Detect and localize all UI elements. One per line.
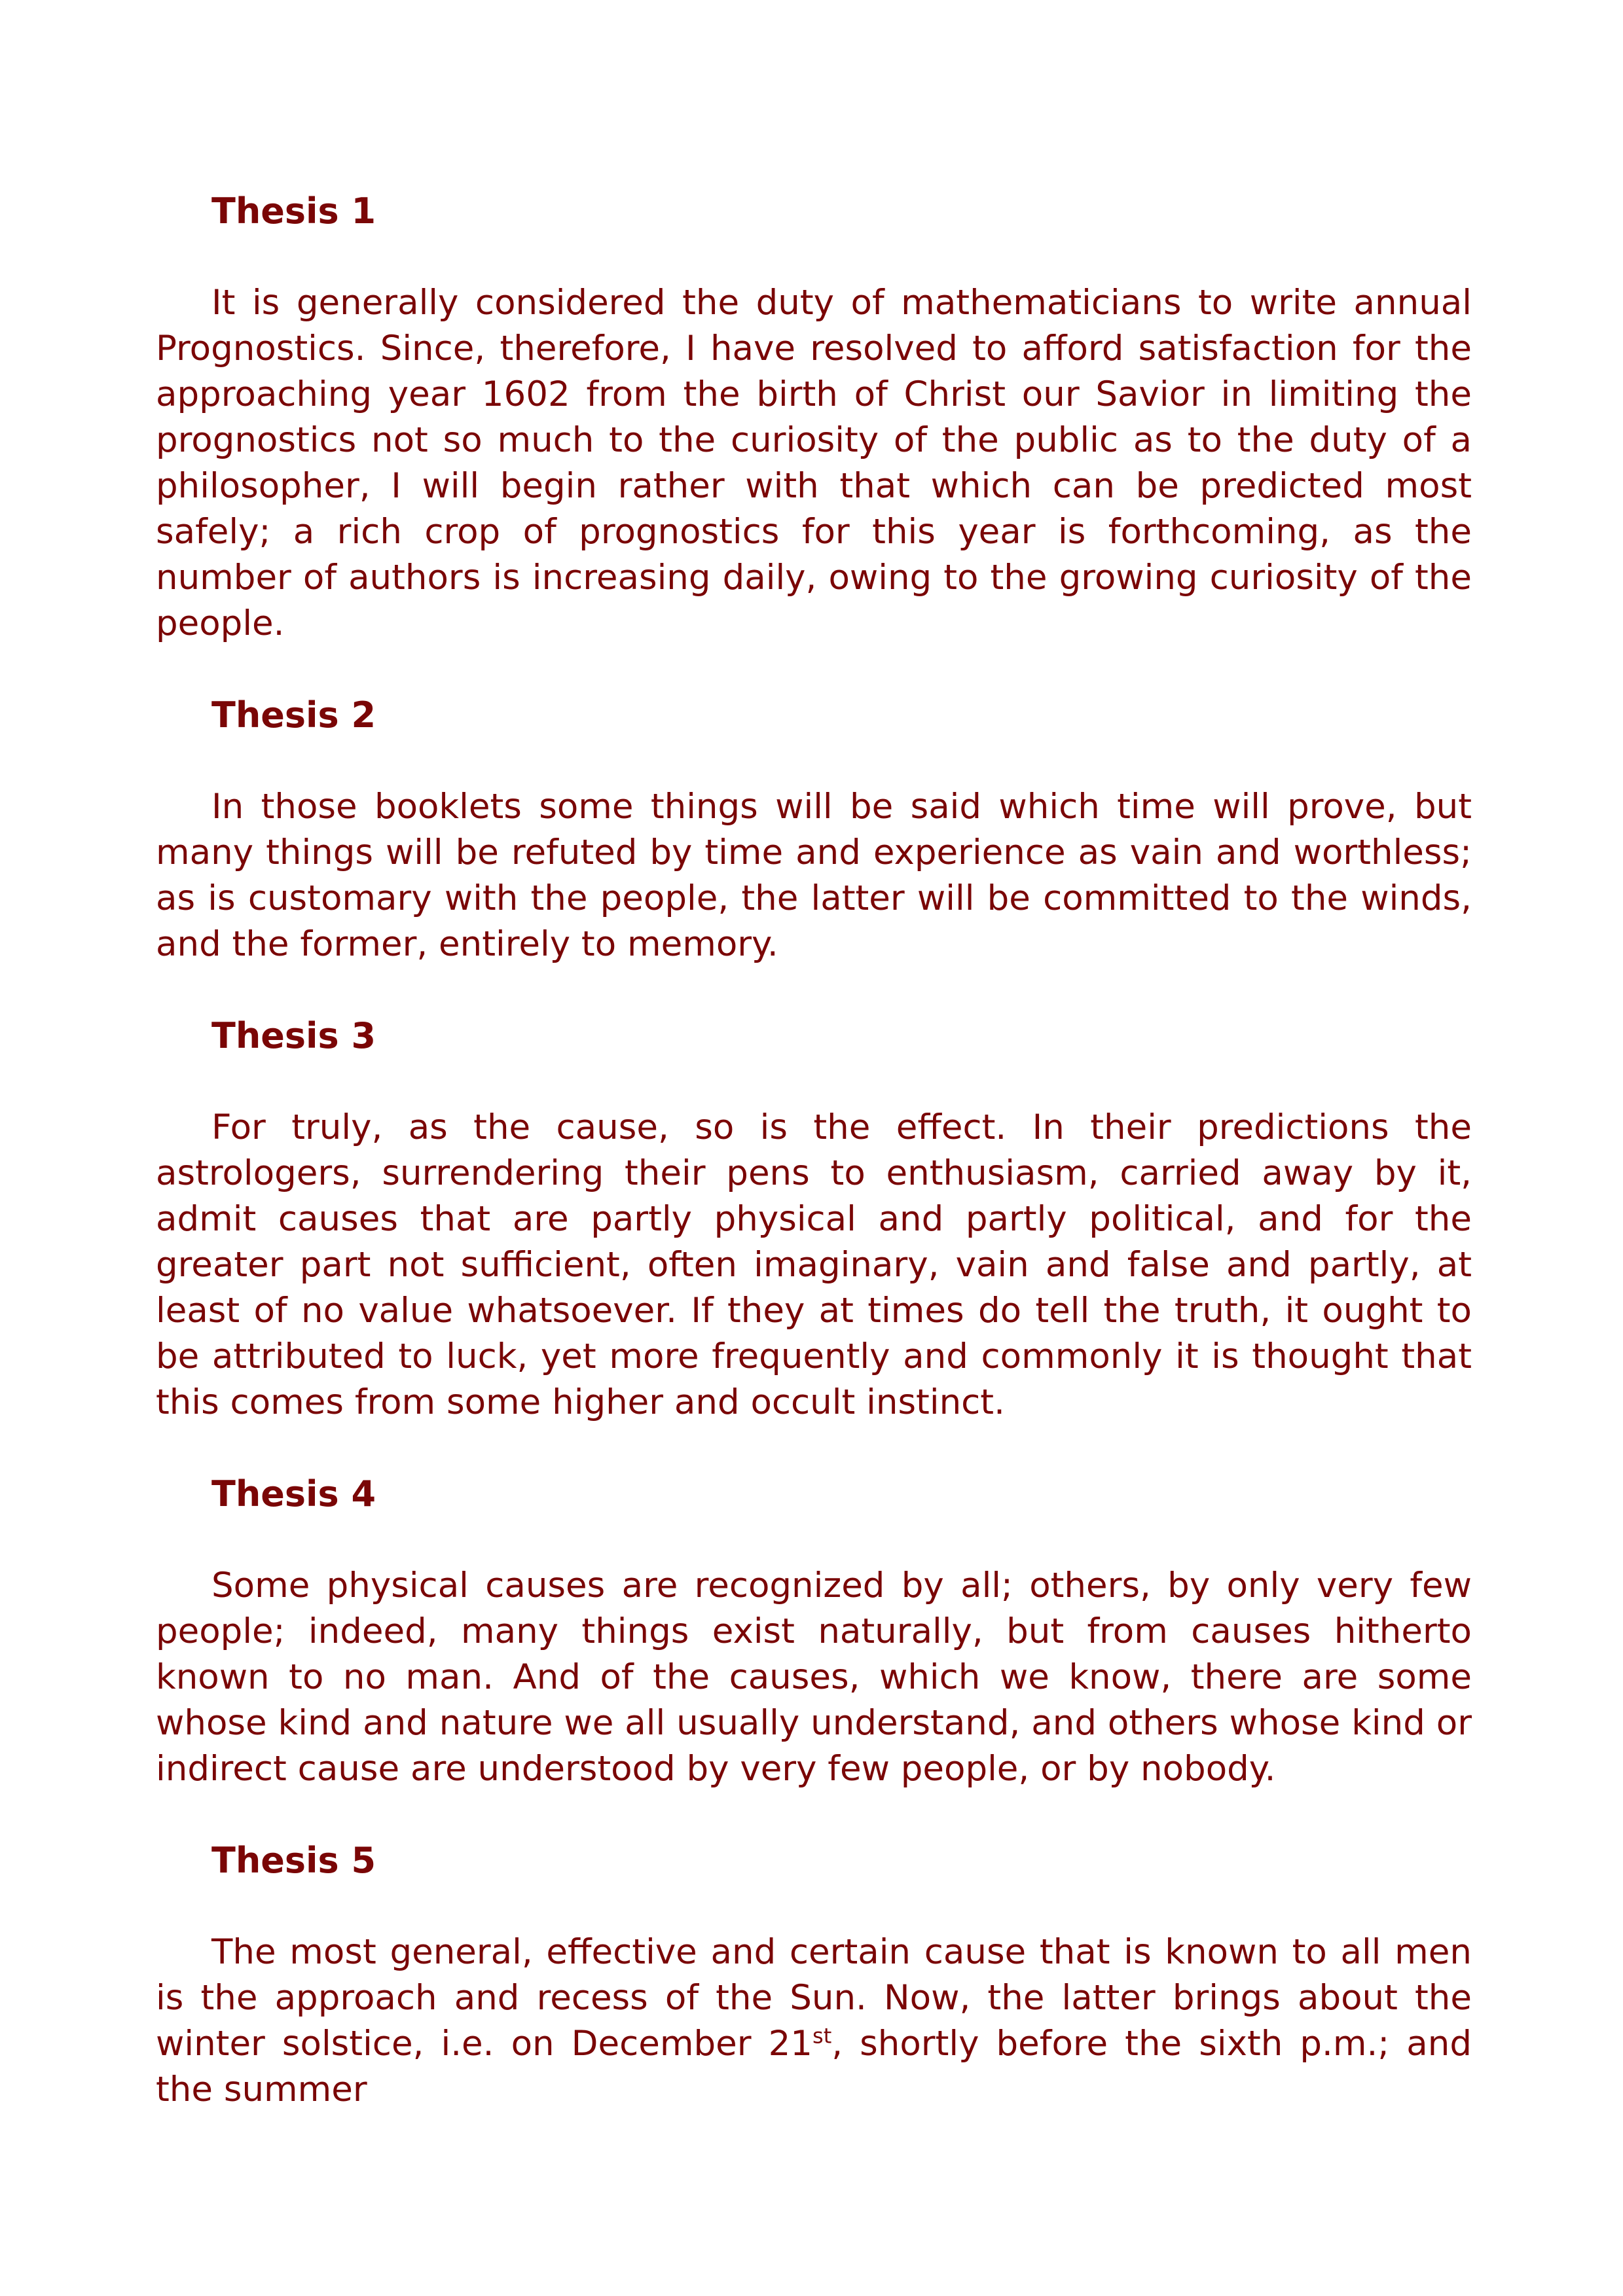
thesis-2 [156, 692, 1472, 967]
thesis-paragraph [156, 1929, 1472, 2113]
thesis-heading: Thesis 3 [211, 1015, 376, 1056]
thesis-paragraph: For truly, as the cause, so is the effect. In their predictions the astrologers, surrendering their pens to enthusiasm, carried away by it, admit causes that are partly physical and partly political, and for the greater part not sufficient, often imaginary, vain and false and partly, at least of no value whatsoever. If they at times do tell the truth, it ought to be attributed to luck, yet more frequently and commonly it is thought that this comes from some higher and occult instinct. [156, 1107, 1472, 1422]
thesis-heading: Thesis 5 [211, 1840, 376, 1881]
thesis-paragraph: In those booklets some things will be said which time will prove, but many things will be refuted by time and experience as vain and worthless; as is customary with the people, the latter will be committed to the winds, and the former, entirely to memory. [156, 787, 1472, 964]
thesis-text-after-superscript: , shortly before the sixth p.m.; and the summer [156, 2024, 1472, 2109]
thesis-heading: Thesis 1 [211, 190, 376, 232]
thesis-4 [156, 1471, 1472, 1792]
thesis-paragraph: Some physical causes are recognized by all; others, by only very few people; indeed, many things exist naturally, but from causes hitherto known to no man. And of the causes, which we know, there are some whose kind and nature we all usually understand, and others whose kind or indirect cause are understood by very few people, or by nobody. [156, 1566, 1472, 1789]
thesis-paragraph: It is generally considered the duty of mathematicians to write annual Prognostics. Since, therefore, I have resolved to afford satisfaction for the approaching year 1602 from the birth of Christ our Savior in limiting the prognostics not so much to the curiosity of the public as to the duty of a philosopher, I will begin rather with that which can be predicted most safely; a rich crop of prognostics for this year is forthcoming, as the number of authors is increasing daily, owing to the growing curiosity of the people. [156, 283, 1472, 643]
ordinal-superscript: st [812, 2023, 832, 2049]
thesis-heading: Thesis 2 [211, 694, 376, 736]
thesis-heading: Thesis 4 [211, 1473, 376, 1515]
thesis-1 [156, 188, 1472, 647]
document-page [156, 188, 1472, 2159]
thesis-text-before-superscript: The most general, effective and certain cause that is known to all men is the approach and recess of the Sun. Now, the latter brings about the winter solstice, i.e. on December 21 [156, 1932, 1472, 2064]
thesis-3 [156, 1013, 1472, 1426]
thesis-5 [156, 1838, 1472, 2113]
